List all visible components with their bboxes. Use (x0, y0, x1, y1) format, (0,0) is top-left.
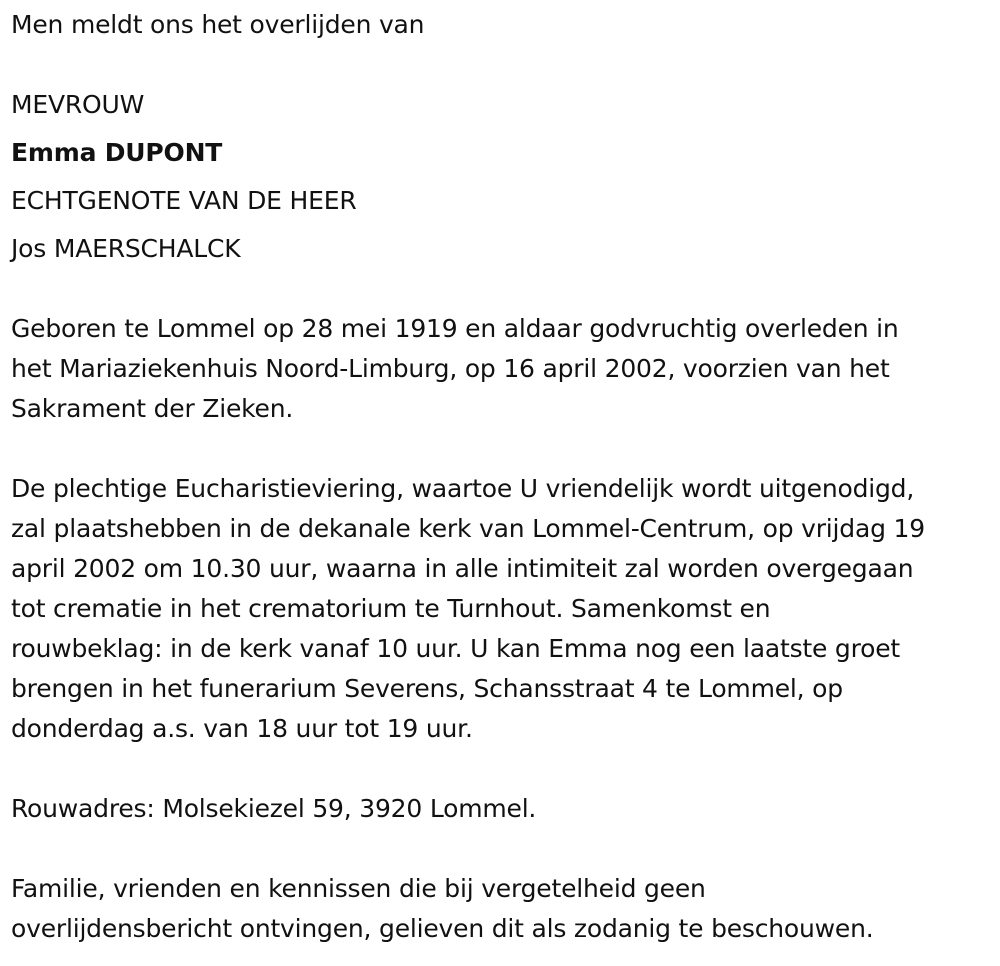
paragraph-line: Sakrament der Zieken. (11, 394, 294, 423)
deceased-relation: ECHTGENOTE VAN DE HEER (11, 186, 357, 215)
intro-line: Men meldt ons het overlijden van (11, 10, 425, 39)
paragraph-line: overlijdensbericht ontvingen, gelieven dit als zodanig te beschouwen. (11, 914, 874, 943)
paragraph-line: Geboren te Lommel op 28 mei 1919 en aldaar godvruchtig overleden in (11, 314, 899, 343)
paragraph-line: het Mariaziekenhuis Noord-Limburg, op 16 april 2002, voorzien van het (11, 354, 890, 383)
paragraph-line: april 2002 om 10.30 uur, waarna in alle intimiteit zal worden overgegaan (11, 554, 914, 583)
paragraph-line: tot crematie in het crematorium te Turnhout. Samenkomst en (11, 594, 771, 623)
address-paragraph (11, 789, 996, 829)
paragraph-line: rouwbeklag: in de kerk vanaf 10 uur. U kan Emma nog een laatste groet (11, 634, 900, 663)
spouse-name: Jos MAERSCHALCK (11, 234, 241, 263)
mourning-address: Rouwadres: Molsekiezel 59, 3920 Lommel. (11, 794, 537, 823)
paragraph-line: zal plaatshebben in de dekanale kerk van Lommel-Centrum, op vrijdag 19 (11, 514, 925, 543)
deceased-title: MEVROUW (11, 90, 145, 119)
paragraph-line: donderdag a.s. van 18 uur tot 19 uur. (11, 714, 473, 743)
ceremony-paragraph (11, 469, 996, 749)
paragraph-line: De plechtige Eucharistieviering, waartoe U vriendelijk wordt uitgenodigd, (11, 474, 915, 503)
closing-paragraph (11, 869, 996, 949)
paragraph-line: Familie, vrienden en kennissen die bij vergetelheid geen (11, 874, 706, 903)
deceased-name: Emma DUPONT (11, 138, 223, 167)
birth-death-paragraph (11, 309, 996, 429)
paragraph-line: brengen in het funerarium Severens, Schansstraat 4 te Lommel, op (11, 674, 843, 703)
